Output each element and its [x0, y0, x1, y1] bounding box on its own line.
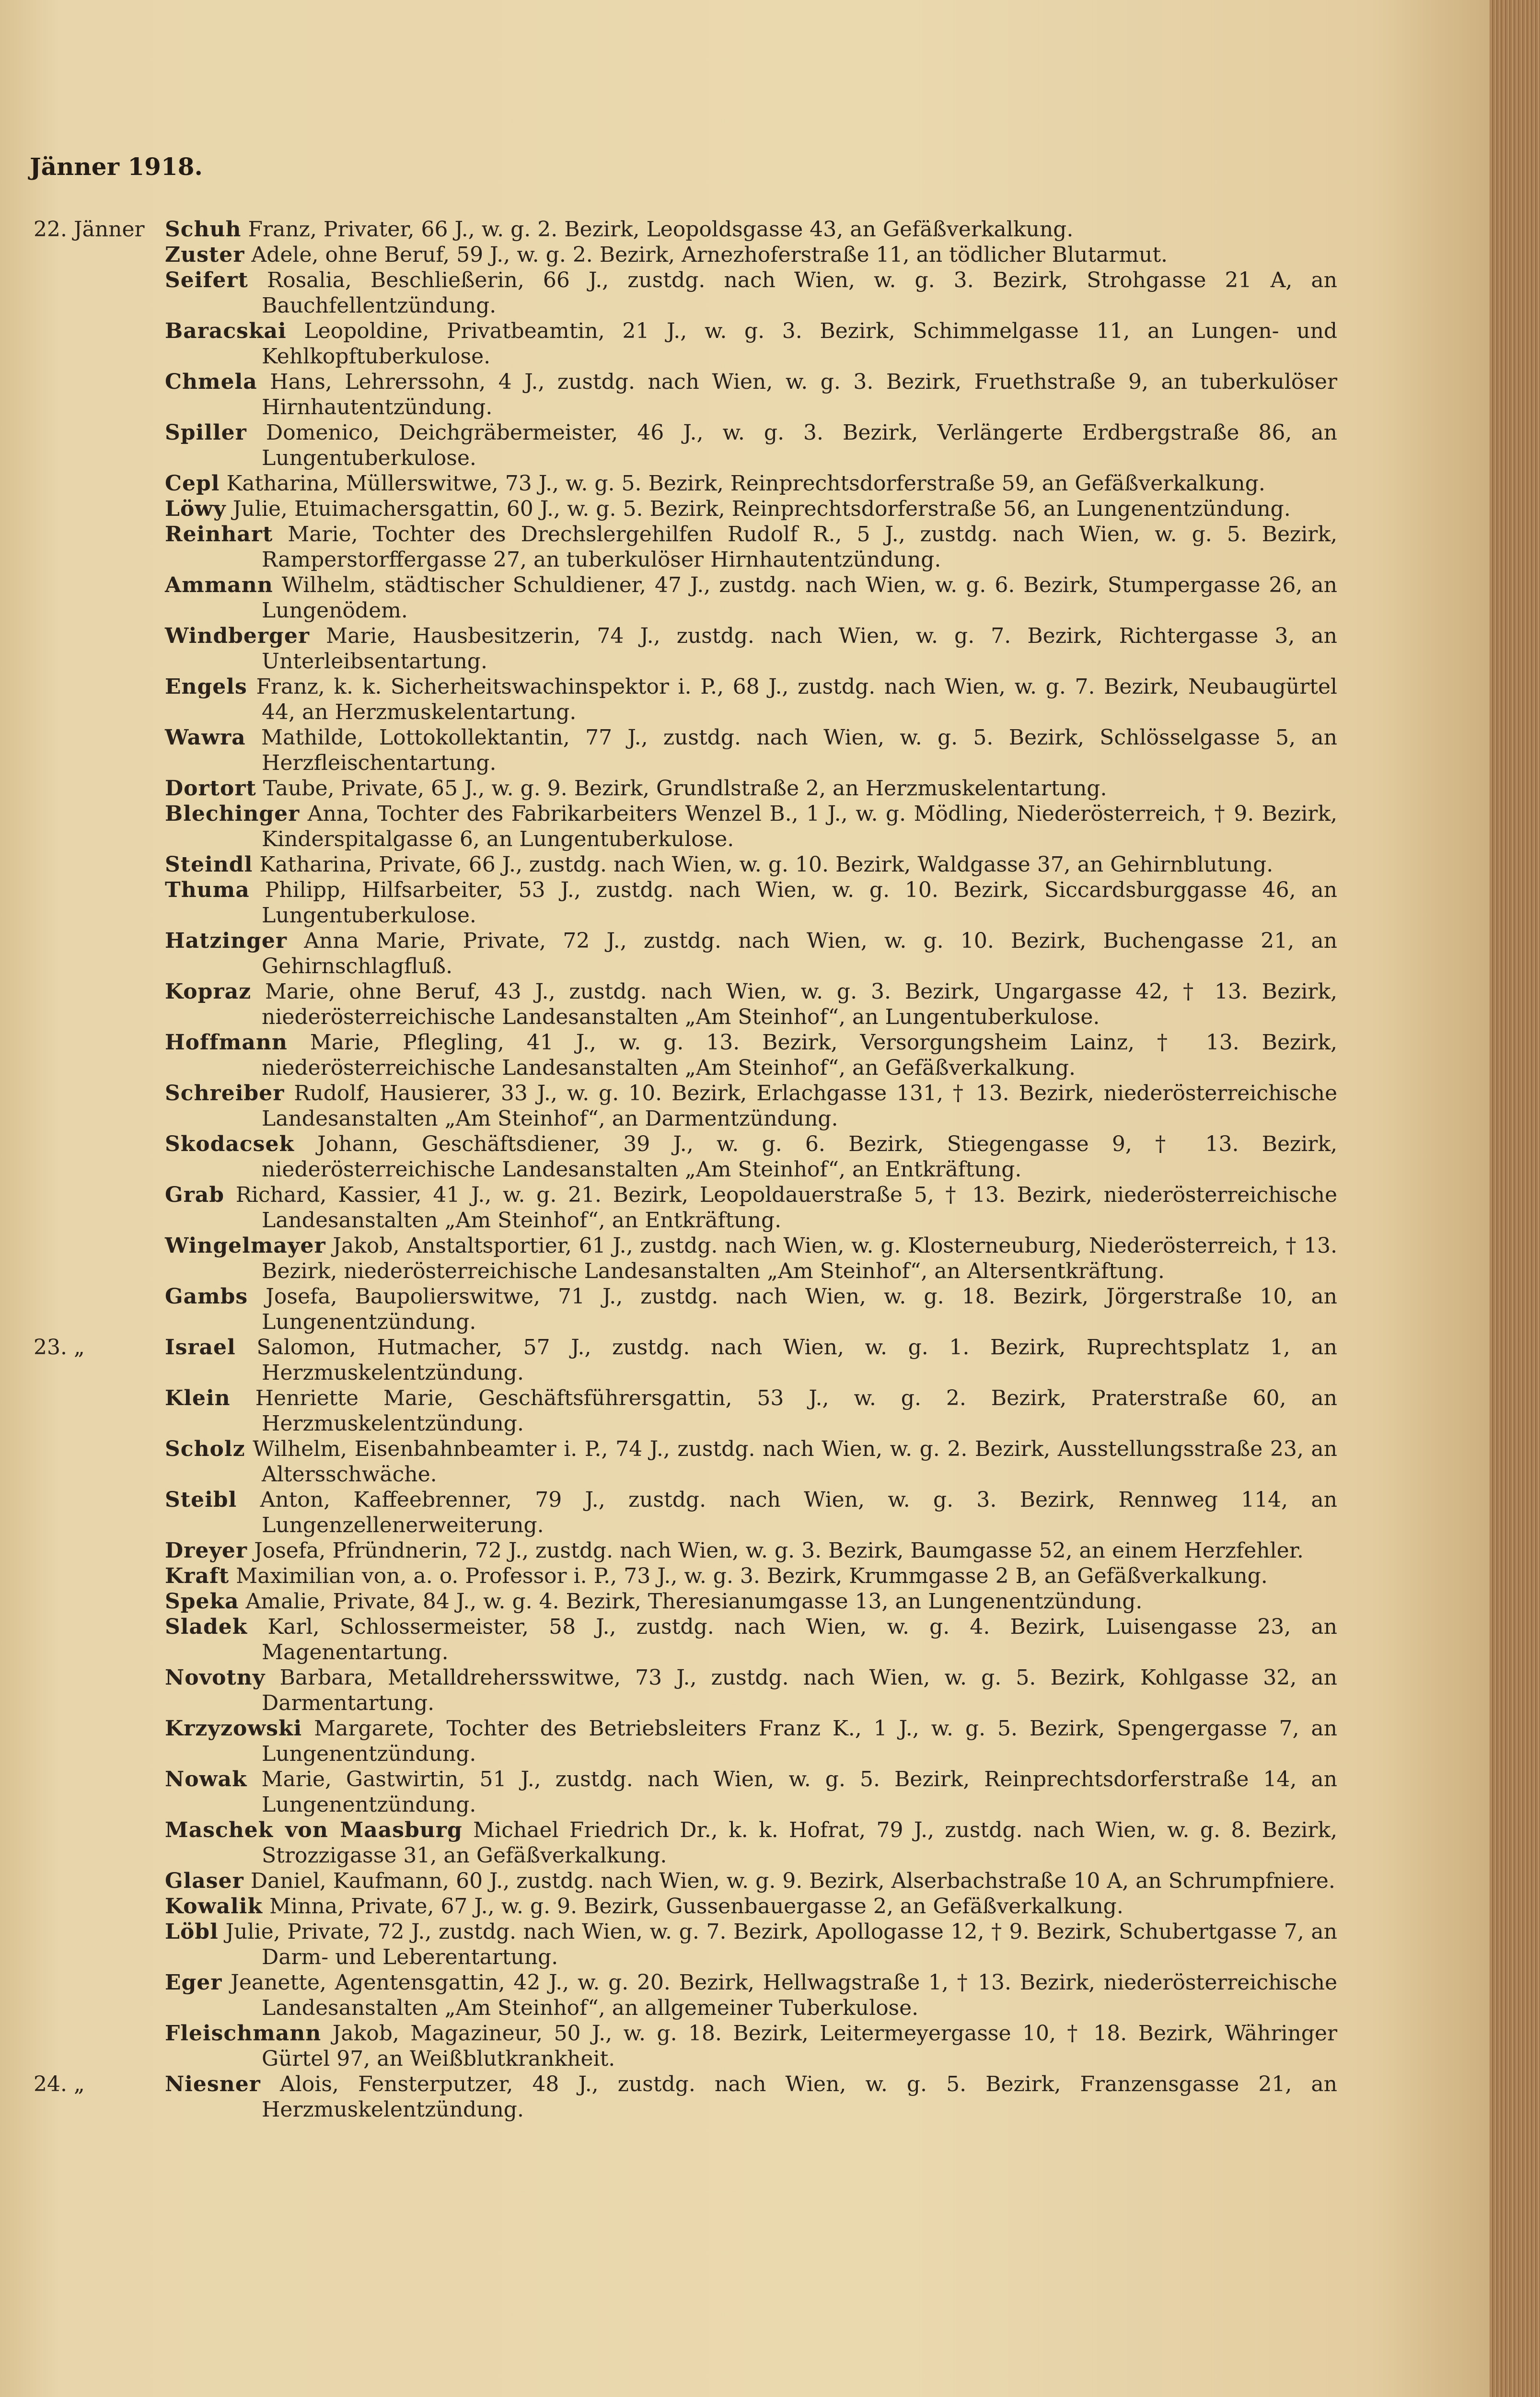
entry-details: Henriette Marie, Geschäftsführersgattin, 53 J., w. g. 2. Bezirk, Praterstraße 60, an Herzmuskelentzündung. — [255, 1386, 1337, 1436]
entry-details: Josefa, Pfründnerin, 72 J., zustdg. nach Wien, w. g. 3. Bezirk, Baumgasse 52, an einem Herzfehler. — [254, 1538, 1304, 1563]
register-entry — [34, 928, 1337, 979]
register-entry — [34, 776, 1337, 801]
register-entry — [34, 242, 1337, 268]
entry-surname: Chmela — [165, 370, 257, 394]
entry-details: Marie, Hausbesitzerin, 74 J., zustdg. nach Wien, w. g. 7. Bezirk, Richtergasse 3, an Unterleibsentartung. — [262, 624, 1337, 674]
entry-details: Julie, Etuimachersgattin, 60 J., w. g. 5. Bezirk, Reinprechtsdorferstraße 56, an Lungenentzündung. — [232, 497, 1291, 521]
entry-surname: Zuster — [165, 243, 245, 267]
entry-surname: Blechinger — [165, 802, 300, 826]
entry-surname: Speka — [165, 1589, 239, 1614]
register-entry — [34, 1970, 1337, 2021]
entry-details: Rudolf, Hausierer, 33 J., w. g. 10. Bezirk, Erlachgasse 131, † 13. Bezirk, niederösterreichische Landesanstalten „Am Steinhof“, an Darmentzündung. — [262, 1081, 1337, 1131]
entry-surname: Ammann — [165, 573, 273, 597]
entry-details: Jakob, Anstaltsportier, 61 J., zustdg. nach Wien, w. g. Klosterneuburg, Niederösterreich, † 13. Bezirk, niederösterreichische Landesanstalten „Am Steinhof“, an Altersentkräftung. — [262, 1233, 1337, 1283]
entry-surname: Nowak — [165, 1767, 247, 1792]
register-entry — [34, 1716, 1337, 1767]
entry-date: 23. „ — [34, 1335, 85, 1360]
register-entry — [34, 2071, 1337, 2122]
entry-details: Wilhelm, Eisenbahnbeamter i. P., 74 J., zustdg. nach Wien, w. g. 2. Bezirk, Ausstellungsstraße 23, an Altersschwäche. — [253, 1437, 1337, 1487]
entry-details: Rosalia, Beschließerin, 66 J., zustdg. nach Wien, w. g. 3. Bezirk, Strohgasse 21 A, an Bauchfellentzündung. — [262, 268, 1337, 318]
entry-surname: Scholz — [165, 1437, 245, 1461]
entry-surname: Reinhart — [165, 522, 273, 547]
register-entry — [34, 1563, 1337, 1589]
register-entry — [34, 1436, 1337, 1487]
entry-details: Maximilian von, a. o. Professor i. P., 73 J., w. g. 3. Bezirk, Krummgasse 2 B, an Gefäßverkalkung. — [236, 1564, 1268, 1588]
entry-details: Richard, Kassier, 41 J., w. g. 21. Bezirk, Leopoldauerstraße 5, † 13. Bezirk, niederösterreichische Landesanstalten „Am Steinhof“, an Entkräftung. — [235, 1183, 1337, 1233]
entry-details: Marie, Gastwirtin, 51 J., zustdg. nach Wien, w. g. 5. Bezirk, Reinprechtsdorferstraße 14, an Lungenentzündung. — [261, 1767, 1337, 1817]
entry-details: Alois, Fensterputzer, 48 J., zustdg. nach Wien, w. g. 5. Bezirk, Franzensgasse 21, an Herzmuskelentzündung. — [262, 2072, 1337, 2122]
entry-details: Jeanette, Agentensgattin, 42 J., w. g. 20. Bezirk, Hellwagstraße 1, † 13. Bezirk, niederösterreichische Landesanstalten „Am Steinhof“, an allgemeiner Tuberkulose. — [231, 1970, 1337, 2020]
entry-details: Karl, Schlossermeister, 58 J., zustdg. nach Wien, w. g. 4. Bezirk, Luisengasse 23, an Magenentartung. — [262, 1615, 1337, 1664]
entry-details: Franz, k. k. Sicherheitswachinspektor i. P., 68 J., zustdg. nach Wien, w. g. 7. Bezirk, Neubaugürtel 44, an Herzmuskelentartung. — [256, 675, 1337, 724]
register-entry — [34, 1182, 1337, 1233]
entry-details: Leopoldine, Privatbeamtin, 21 J., w. g. 3. Bezirk, Schimmelgasse 11, an Lungen- und Kehlkopftuberkulose. — [262, 319, 1337, 369]
register-entry — [34, 1919, 1337, 1970]
register-entry — [34, 725, 1337, 776]
entry-date: 22. Jänner — [34, 217, 145, 242]
entry-surname: Steindl — [165, 852, 253, 877]
register-entry — [34, 1817, 1337, 1868]
entry-details: Jakob, Magazineur, 50 J., w. g. 18. Bezirk, Leitermeyergasse 10, † 18. Bezirk, Währinger Gürtel 97, an Weißblutkrankheit. — [262, 2021, 1337, 2071]
entry-details: Marie, Pflegling, 41 J., w. g. 13. Bezirk, Versorgungsheim Lainz, † 13. Bezirk, niederösterreichische Landesanstalten „Am Steinhof“, an Gefäßverkalkung. — [262, 1030, 1337, 1080]
register-entry — [34, 1665, 1337, 1716]
entry-date: 24. „ — [34, 2072, 85, 2096]
entry-surname: Kowalik — [165, 1894, 263, 1919]
entry-details: Johann, Geschäftsdiener, 39 J., w. g. 6. Bezirk, Stiegengasse 9, † 13. Bezirk, niederösterreichische Landesanstalten „Am Steinhof“, an Entkräftung. — [262, 1132, 1337, 1182]
entry-surname: Eger — [165, 1970, 222, 1995]
register-entry — [34, 852, 1337, 877]
entry-surname: Hoffmann — [165, 1030, 288, 1055]
entry-surname: Wingelmayer — [165, 1233, 326, 1258]
entry-surname: Krzyzowski — [165, 1716, 302, 1741]
register-entry — [34, 522, 1337, 572]
entry-details: Barbara, Metalldrehersswitwe, 73 J., zustdg. nach Wien, w. g. 5. Bezirk, Kohlgasse 32, an Darmentartung. — [262, 1665, 1337, 1715]
page-header: Jänner 1918. — [30, 152, 203, 181]
entry-surname: Seifert — [165, 268, 248, 292]
entry-surname: Schuh — [165, 217, 242, 242]
entry-surname: Kopraz — [165, 979, 252, 1004]
entry-surname: Cepl — [165, 471, 220, 496]
entry-surname: Hatzinger — [165, 929, 288, 953]
entry-details: Anton, Kaffeebrenner, 79 J., zustdg. nach Wien, w. g. 3. Bezirk, Rennweg 114, an Lungenzellenerweiterung. — [260, 1488, 1337, 1537]
register-entry — [34, 1385, 1337, 1436]
register-entry — [34, 979, 1337, 1030]
register-entry — [34, 268, 1337, 318]
entry-surname: Maschek von Maasburg — [165, 1818, 463, 1842]
entry-details: Adele, ohne Beruf, 59 J., w. g. 2. Bezirk, Arnezhoferstraße 11, an tödlicher Blutarmut. — [251, 243, 1168, 267]
entry-surname: Löwy — [165, 497, 226, 521]
register-entry — [34, 623, 1337, 674]
entry-details: Franz, Privater, 66 J., w. g. 2. Bezirk, Leopoldsgasse 43, an Gefäßverkalkung. — [248, 217, 1074, 242]
register-entry — [34, 572, 1337, 623]
register-list — [34, 217, 1337, 2122]
register-entry — [34, 1030, 1337, 1081]
entry-surname: Löbl — [165, 1920, 219, 1944]
entry-details: Anna Marie, Private, 72 J., zustdg. nach Wien, w. g. 10. Bezirk, Buchengasse 21, an Gehirnschlagfluß. — [262, 929, 1337, 978]
entry-surname: Novotny — [165, 1665, 266, 1690]
register-entry — [34, 2021, 1337, 2071]
entry-details: Daniel, Kaufmann, 60 J., zustdg. nach Wien, w. g. 9. Bezirk, Alserbachstraße 10 A, an Schrumpfniere. — [250, 1869, 1335, 1893]
entry-details: Philipp, Hilfsarbeiter, 53 J., zustdg. nach Wien, w. g. 10. Bezirk, Siccardsburggasse 46, an Lungentuberkulose. — [262, 878, 1337, 928]
entry-surname: Baracskai — [165, 319, 287, 343]
entry-surname: Fleischmann — [165, 2021, 322, 2046]
register-entry — [34, 471, 1337, 496]
entry-details: Wilhelm, städtischer Schuldiener, 47 J., zustdg. nach Wien, w. g. 6. Bezirk, Stumpergasse 26, an Lungenödem. — [262, 573, 1337, 623]
entry-details: Minna, Private, 67 J., w. g. 9. Bezirk, Gussenbauergasse 2, an Gefäßverkalkung. — [269, 1894, 1123, 1919]
register-entry — [34, 318, 1337, 369]
entry-details: Amalie, Private, 84 J., w. g. 4. Bezirk, Theresianumgasse 13, an Lungenentzündung. — [245, 1589, 1143, 1614]
entry-details: Marie, Tochter des Drechslergehilfen Rudolf R., 5 J., zustdg. nach Wien, w. g. 5. Bezirk, Ramperstorffergasse 27, an tuberkulöser Hirnhautentzündung. — [262, 522, 1337, 572]
register-entry — [34, 1614, 1337, 1665]
register-entry — [34, 369, 1337, 420]
register-entry — [34, 1081, 1337, 1131]
entry-details: Michael Friedrich Dr., k. k. Hofrat, 79 J., zustdg. nach Wien, w. g. 8. Bezirk, Strozzigasse 31, an Gefäßverkalkung. — [262, 1818, 1337, 1868]
register-entry — [34, 420, 1337, 471]
entry-surname: Sladek — [165, 1615, 248, 1639]
book-page-edges — [1490, 0, 1540, 2397]
entry-surname: Grab — [165, 1183, 225, 1207]
entry-surname: Skodacsek — [165, 1132, 294, 1156]
entry-details: Marie, ohne Beruf, 43 J., zustdg. nach Wien, w. g. 3. Bezirk, Ungargasse 42, † 13. Bezirk, niederösterreichische Landesanstalten „Am Steinhof“, an Lungentuberkulose. — [262, 979, 1337, 1029]
register-entry — [34, 801, 1337, 852]
register-entry — [34, 1868, 1337, 1894]
entry-surname: Dreyer — [165, 1538, 248, 1563]
entry-surname: Windberger — [165, 624, 310, 648]
register-entry — [34, 1589, 1337, 1614]
entry-surname: Steibl — [165, 1488, 237, 1512]
register-entry — [34, 1487, 1337, 1538]
entry-details: Salomon, Hutmacher, 57 J., zustdg. nach Wien, w. g. 1. Bezirk, Ruprechtsplatz 1, an Herzmuskelentzündung. — [256, 1335, 1337, 1385]
entry-surname: Schreiber — [165, 1081, 285, 1105]
register-entry — [34, 496, 1337, 522]
register-entry — [34, 674, 1337, 725]
register-entry — [34, 217, 1337, 242]
entry-surname: Glaser — [165, 1869, 244, 1893]
entry-details: Katharina, Private, 66 J., zustdg. nach Wien, w. g. 10. Bezirk, Waldgasse 37, an Gehirnblutung. — [259, 852, 1274, 877]
register-entry — [34, 1284, 1337, 1335]
entry-surname: Kraft — [165, 1564, 230, 1588]
entry-surname: Israel — [165, 1335, 236, 1360]
register-entry — [34, 1538, 1337, 1563]
register-entry — [34, 1233, 1337, 1284]
entry-surname: Klein — [165, 1386, 231, 1410]
entry-surname: Wawra — [165, 725, 246, 750]
entry-details: Julie, Private, 72 J., zustdg. nach Wien, w. g. 7. Bezirk, Apollogasse 12, † 9. Bezirk, Schubertgasse 7, an Darm- und Leberentartung. — [225, 1920, 1337, 1969]
entry-surname: Gambs — [165, 1284, 248, 1309]
entry-surname: Thuma — [165, 878, 250, 902]
entry-surname: Dortort — [165, 776, 256, 801]
entry-details: Mathilde, Lottokollektantin, 77 J., zustdg. nach Wien, w. g. 5. Bezirk, Schlösselgasse 5, an Herzfleischentartung. — [261, 725, 1337, 775]
register-entry — [34, 877, 1337, 928]
register-entry — [34, 1335, 1337, 1385]
entry-details: Taube, Private, 65 J., w. g. 9. Bezirk, Grundlstraße 2, an Herzmuskelentartung. — [263, 776, 1107, 801]
entry-details: Hans, Lehrerssohn, 4 J., zustdg. nach Wien, w. g. 3. Bezirk, Fruethstraße 9, an tuberkulöser Hirnhautentzündung. — [262, 370, 1337, 419]
entry-details: Margarete, Tochter des Betriebsleiters Franz K., 1 J., w. g. 5. Bezirk, Spengergasse 7, an Lungenentzündung. — [262, 1716, 1337, 1766]
register-entry — [34, 1894, 1337, 1919]
entry-surname: Niesner — [165, 2072, 261, 2096]
entry-details: Anna, Tochter des Fabrikarbeiters Wenzel B., 1 J., w. g. Mödling, Niederösterreich, † 9. Bezirk, Kinderspitalgasse 6, an Lungentuberkulose. — [262, 802, 1337, 851]
entry-surname: Spiller — [165, 420, 247, 445]
entry-details: Domenico, Deichgräbermeister, 46 J., w. g. 3. Bezirk, Verlängerte Erdbergstraße 86, an Lungentuberkulose. — [262, 420, 1337, 470]
entry-details: Katharina, Müllerswitwe, 73 J., w. g. 5. Bezirk, Reinprechtsdorferstraße 59, an Gefäßverkalkung. — [226, 471, 1265, 496]
register-entry — [34, 1767, 1337, 1817]
entry-details: Josefa, Baupolierswitwe, 71 J., zustdg. nach Wien, w. g. 18. Bezirk, Jörgerstraße 10, an Lungenentzündung. — [262, 1284, 1337, 1334]
entry-surname: Engels — [165, 675, 247, 699]
register-entry — [34, 1131, 1337, 1182]
